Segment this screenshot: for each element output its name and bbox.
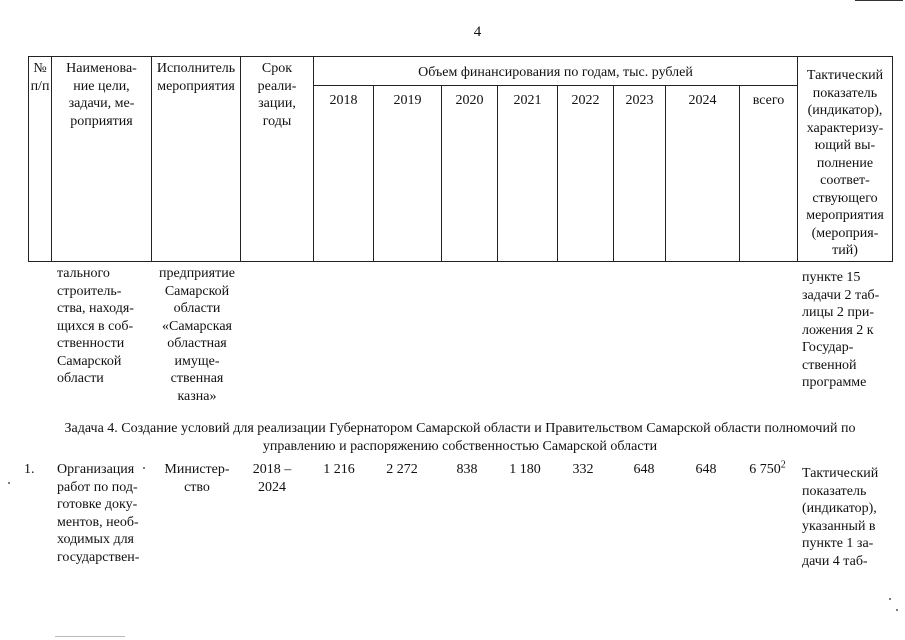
- col-line: [497, 85, 498, 262]
- scan-speck: [896, 609, 898, 611]
- header-indicator-column: Тактический показатель (индикатор), характеризу- ющий вы- полнение соответ- ствующего мероприятия (мероприя- тий): [806, 68, 884, 258]
- activity-term: 2018 – 2024: [252, 462, 292, 495]
- continuation-indicator-text: пункте 15 задачи 2 таб- лицы 2 при- ложения 2 к Государ- ственной программе: [802, 270, 880, 390]
- activity-name: Организация работ по под- готовке доку- ментов, необ- ходимых для государствен-: [57, 462, 140, 565]
- top-edge-rule: [855, 0, 903, 1]
- header-year-2024: 2024: [688, 93, 717, 108]
- col-line: [892, 56, 893, 262]
- scan-speck: [143, 467, 145, 469]
- value-2020: 838: [456, 462, 478, 477]
- col-line: [313, 56, 314, 262]
- header-year-2023: 2023: [625, 93, 654, 108]
- header-year-2020: 2020: [455, 93, 484, 108]
- col-line: [739, 85, 740, 262]
- header-year-2022: 2022: [571, 93, 600, 108]
- value-2021: 1 180: [509, 462, 541, 477]
- col-line: [441, 85, 442, 262]
- footnote-mark: 2: [780, 459, 786, 471]
- scan-speck: [889, 598, 891, 600]
- header-top-border: [28, 56, 893, 57]
- continuation-name-text: тального строитель- ства, находя- щихся в соб- ственности Самарской области: [57, 266, 134, 386]
- header-executor-column: Исполнитель мероприятия: [156, 61, 236, 94]
- continuation-executor-text: предприятие Самарской области «Самарская областная имуще- ственная казна»: [159, 266, 235, 404]
- header-term-column: Срок реали- зации, годы: [257, 61, 297, 129]
- col-line: [665, 85, 666, 262]
- activity-indicator: Тактический показатель (индикатор), указанный в пункте 1 за- дачи 4 таб-: [802, 466, 879, 569]
- value-2023: 648: [633, 462, 655, 477]
- task-4-title: Задача 4. Создание условий для реализации Губернатором Самарской области и Правительством Самарской области полномочий по управлению и распоряжению собственностью Самарской области: [64, 421, 856, 454]
- scan-mark-line: [55, 636, 125, 637]
- header-number-column: № п/п: [30, 61, 50, 94]
- activity-executor: Министер- ство: [164, 462, 230, 495]
- header-bottom-border: [28, 261, 893, 262]
- value-total: 6 $750^2$: [749, 459, 786, 477]
- col-line: [373, 85, 374, 262]
- col-line: [557, 85, 558, 262]
- value-2024: 648: [695, 462, 717, 477]
- header-funding-title: Объем финансирования по годам, тыс. рублей: [418, 65, 693, 80]
- header-year-2019: 2019: [393, 93, 422, 108]
- years-separator-line: [314, 85, 797, 86]
- value-2022: 332: [572, 462, 594, 477]
- header-total: всего: [752, 93, 785, 108]
- header-year-2021: 2021: [513, 93, 542, 108]
- header-name-column: Наименова- ние цели, задачи, ме- роприятия: [66, 61, 137, 129]
- row-number: 1.: [24, 462, 35, 477]
- header-year-2018: 2018: [329, 93, 358, 108]
- col-line: [613, 85, 614, 262]
- value-2019: 2 272: [386, 462, 418, 477]
- scan-speck: [8, 482, 10, 484]
- page-number: 4: [473, 24, 482, 40]
- value-2018: 1 216: [323, 462, 355, 477]
